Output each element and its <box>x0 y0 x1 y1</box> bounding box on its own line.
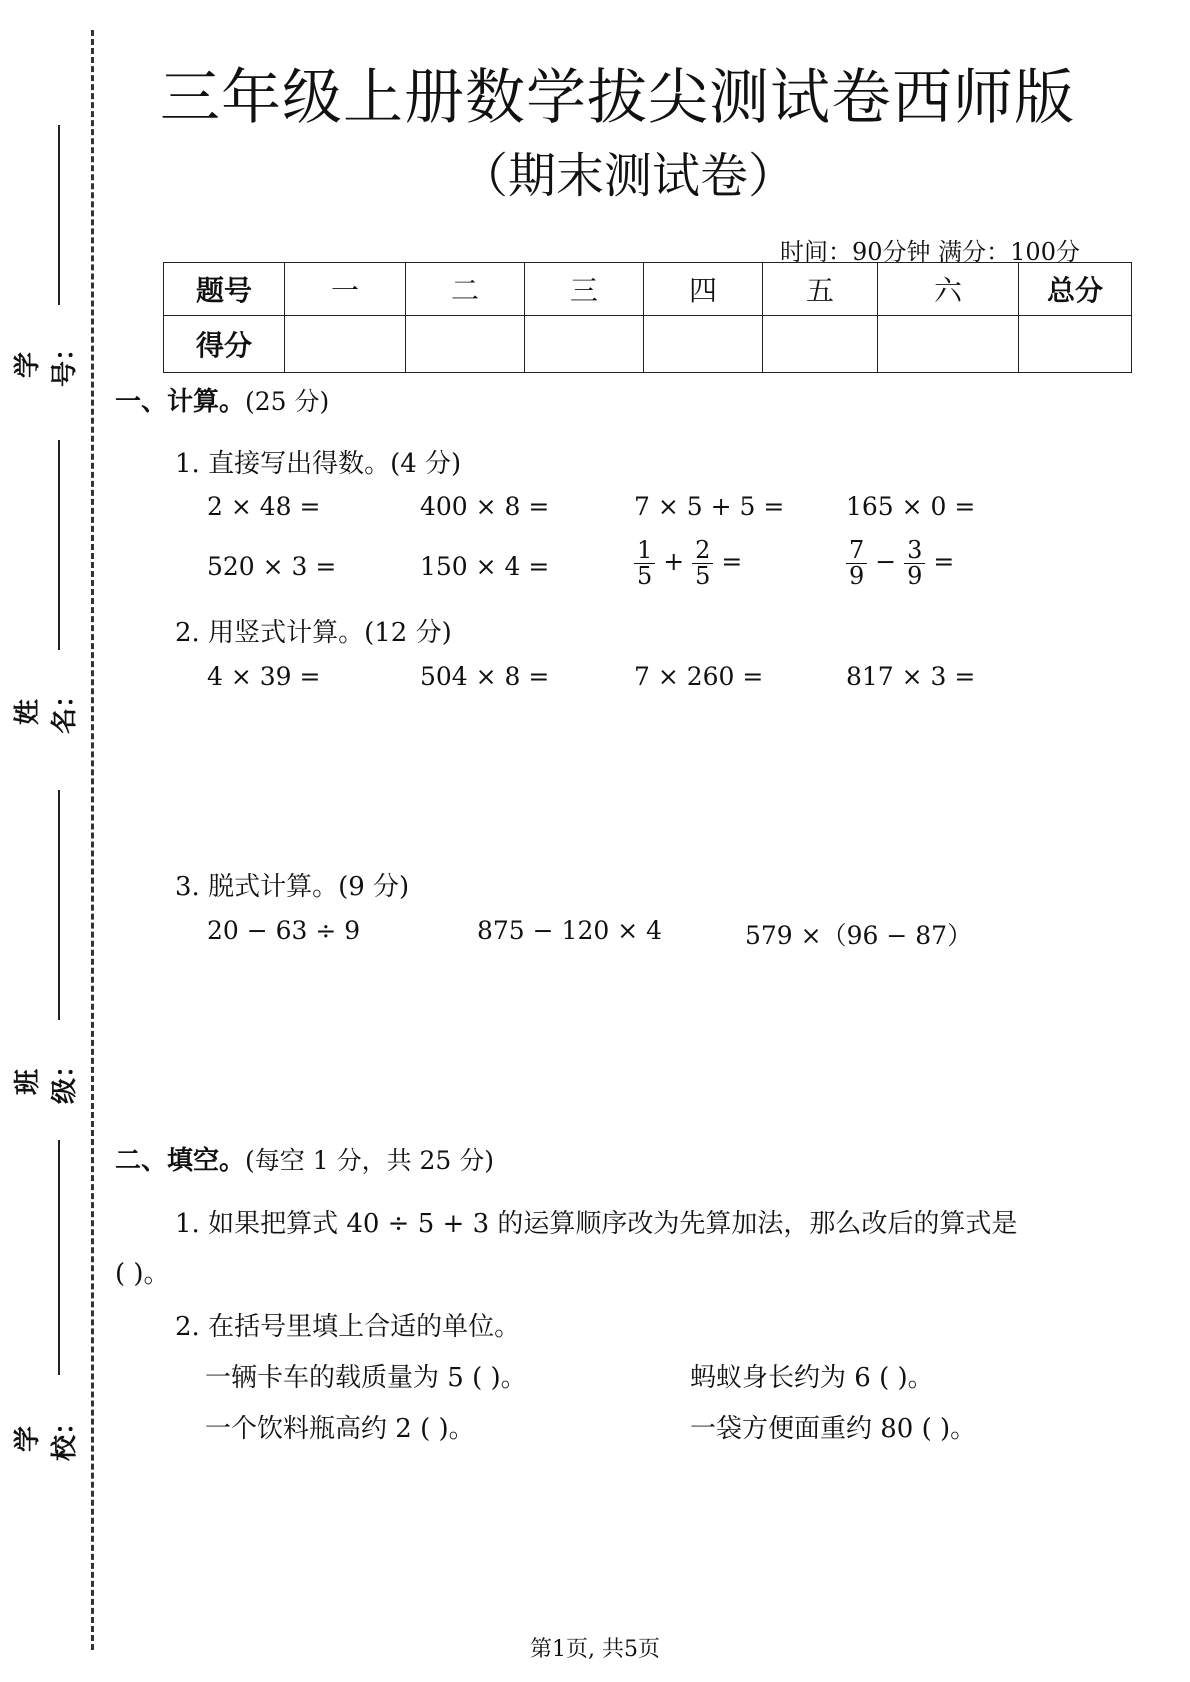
score-table <box>163 262 1132 373</box>
time-and-score-info: 时间：90分钟 满分：100分 <box>780 238 1080 266</box>
numerator: 2 <box>692 538 713 564</box>
q1-3-expr: 20 − 63 ÷ 9 <box>207 916 361 945</box>
name-underline <box>58 440 60 650</box>
q1-1-expr: 520 × 3 = <box>207 552 337 581</box>
q1-3-expr: 875 − 120 × 4 <box>477 916 663 945</box>
equals-sign: = <box>721 547 743 577</box>
q2-2-item[interactable]: 一个饮料瓶高约 2 ( )。 <box>205 1414 475 1444</box>
fraction <box>846 538 867 589</box>
fraction <box>692 538 713 589</box>
q2-2-item[interactable]: 一袋方便面重约 80 ( )。 <box>690 1414 977 1444</box>
q1-2-expr: 504 × 8 = <box>420 662 550 691</box>
q1-1-expr: 2 × 48 = <box>207 492 321 521</box>
score-table-header-row <box>164 263 1132 316</box>
q1-1-expr: 165 × 0 = <box>846 492 976 521</box>
fraction <box>904 538 925 589</box>
score-cell[interactable] <box>763 316 878 373</box>
q1-2-label: 2. 用竖式计算。(12 分) <box>175 618 452 648</box>
score-cell[interactable] <box>406 316 525 373</box>
column-total: 总分 <box>1019 263 1132 316</box>
column-3: 三 <box>525 263 644 316</box>
row-header-question-number: 题号 <box>164 263 285 316</box>
q1-3-label: 3. 脱式计算。(9 分) <box>175 872 410 902</box>
section-1-note: (25 分) <box>245 387 330 416</box>
section-2-note: (每空 1 分，共 25 分) <box>245 1146 495 1175</box>
q2-1-answer-blank[interactable]: ( )。 <box>115 1259 170 1289</box>
q1-2-expr: 7 × 260 = <box>634 662 764 691</box>
q1-1-expr: 150 × 4 = <box>420 552 550 581</box>
school-label: 学校： <box>13 1408 80 1461</box>
section-2-heading <box>115 1140 494 1177</box>
section-2-title: 二、填空。 <box>115 1146 246 1176</box>
section-1-heading <box>115 381 329 418</box>
score-cell[interactable] <box>525 316 644 373</box>
score-cell[interactable] <box>285 316 406 373</box>
q1-1-label: 1. 直接写出得数。(4 分) <box>175 449 462 479</box>
fraction <box>634 538 655 589</box>
q2-2-item[interactable]: 蚂蚁身长约为 6 ( )。 <box>690 1363 934 1393</box>
q1-1-expr: 7 × 5 + 5 = <box>634 492 785 521</box>
equals-sign: = <box>933 547 955 577</box>
column-4: 四 <box>644 263 763 316</box>
denominator: 5 <box>695 562 711 591</box>
student-id-label: 学号： <box>13 334 80 387</box>
score-cell[interactable] <box>644 316 763 373</box>
page-title: 三年级上册数学拔尖测试卷西师版 <box>160 63 1075 133</box>
denominator: 9 <box>907 562 923 591</box>
q1-1-expr: 400 × 8 = <box>420 492 550 521</box>
score-cell-total[interactable] <box>1019 316 1132 373</box>
school-underline <box>58 1140 60 1375</box>
column-5: 五 <box>763 263 878 316</box>
page-subtitle: （期末测试卷） <box>460 148 797 204</box>
denominator: 9 <box>849 562 865 591</box>
page-number: 第1页, 共5页 <box>530 1637 660 1662</box>
column-6: 六 <box>878 263 1019 316</box>
denominator: 5 <box>637 562 653 591</box>
binding-dashed-line <box>91 30 94 1650</box>
q2-2-item[interactable]: 一辆卡车的载质量为 5 ( )。 <box>205 1363 527 1393</box>
q1-2-expr: 817 × 3 = <box>846 662 976 691</box>
class-underline <box>58 790 60 1020</box>
q2-2-label: 2. 在括号里填上合适的单位。 <box>175 1312 521 1342</box>
row-header-score: 得分 <box>164 316 285 373</box>
score-cell[interactable] <box>878 316 1019 373</box>
class-label: 班级： <box>13 1051 80 1104</box>
fraction-subtraction-expr <box>846 538 954 589</box>
name-label: 姓名： <box>13 681 80 734</box>
column-2: 二 <box>406 263 525 316</box>
q2-1-line1: 1. 如果把算式 40 ÷ 5 + 3 的运算顺序改为先算加法，那么改后的算式是 <box>175 1209 1018 1239</box>
operator: − <box>875 547 897 577</box>
score-table-score-row <box>164 316 1132 373</box>
student-id-underline <box>58 125 60 305</box>
column-1: 一 <box>285 263 406 316</box>
section-1-title: 一、计算。 <box>115 387 246 417</box>
numerator: 3 <box>904 538 925 564</box>
q1-3-expr: 579 ×（96 − 87） <box>745 921 973 950</box>
fraction-addition-expr <box>634 538 742 589</box>
numerator: 1 <box>634 538 655 564</box>
q1-2-expr: 4 × 39 = <box>207 662 321 691</box>
numerator: 7 <box>846 538 867 564</box>
operator: + <box>663 547 685 577</box>
